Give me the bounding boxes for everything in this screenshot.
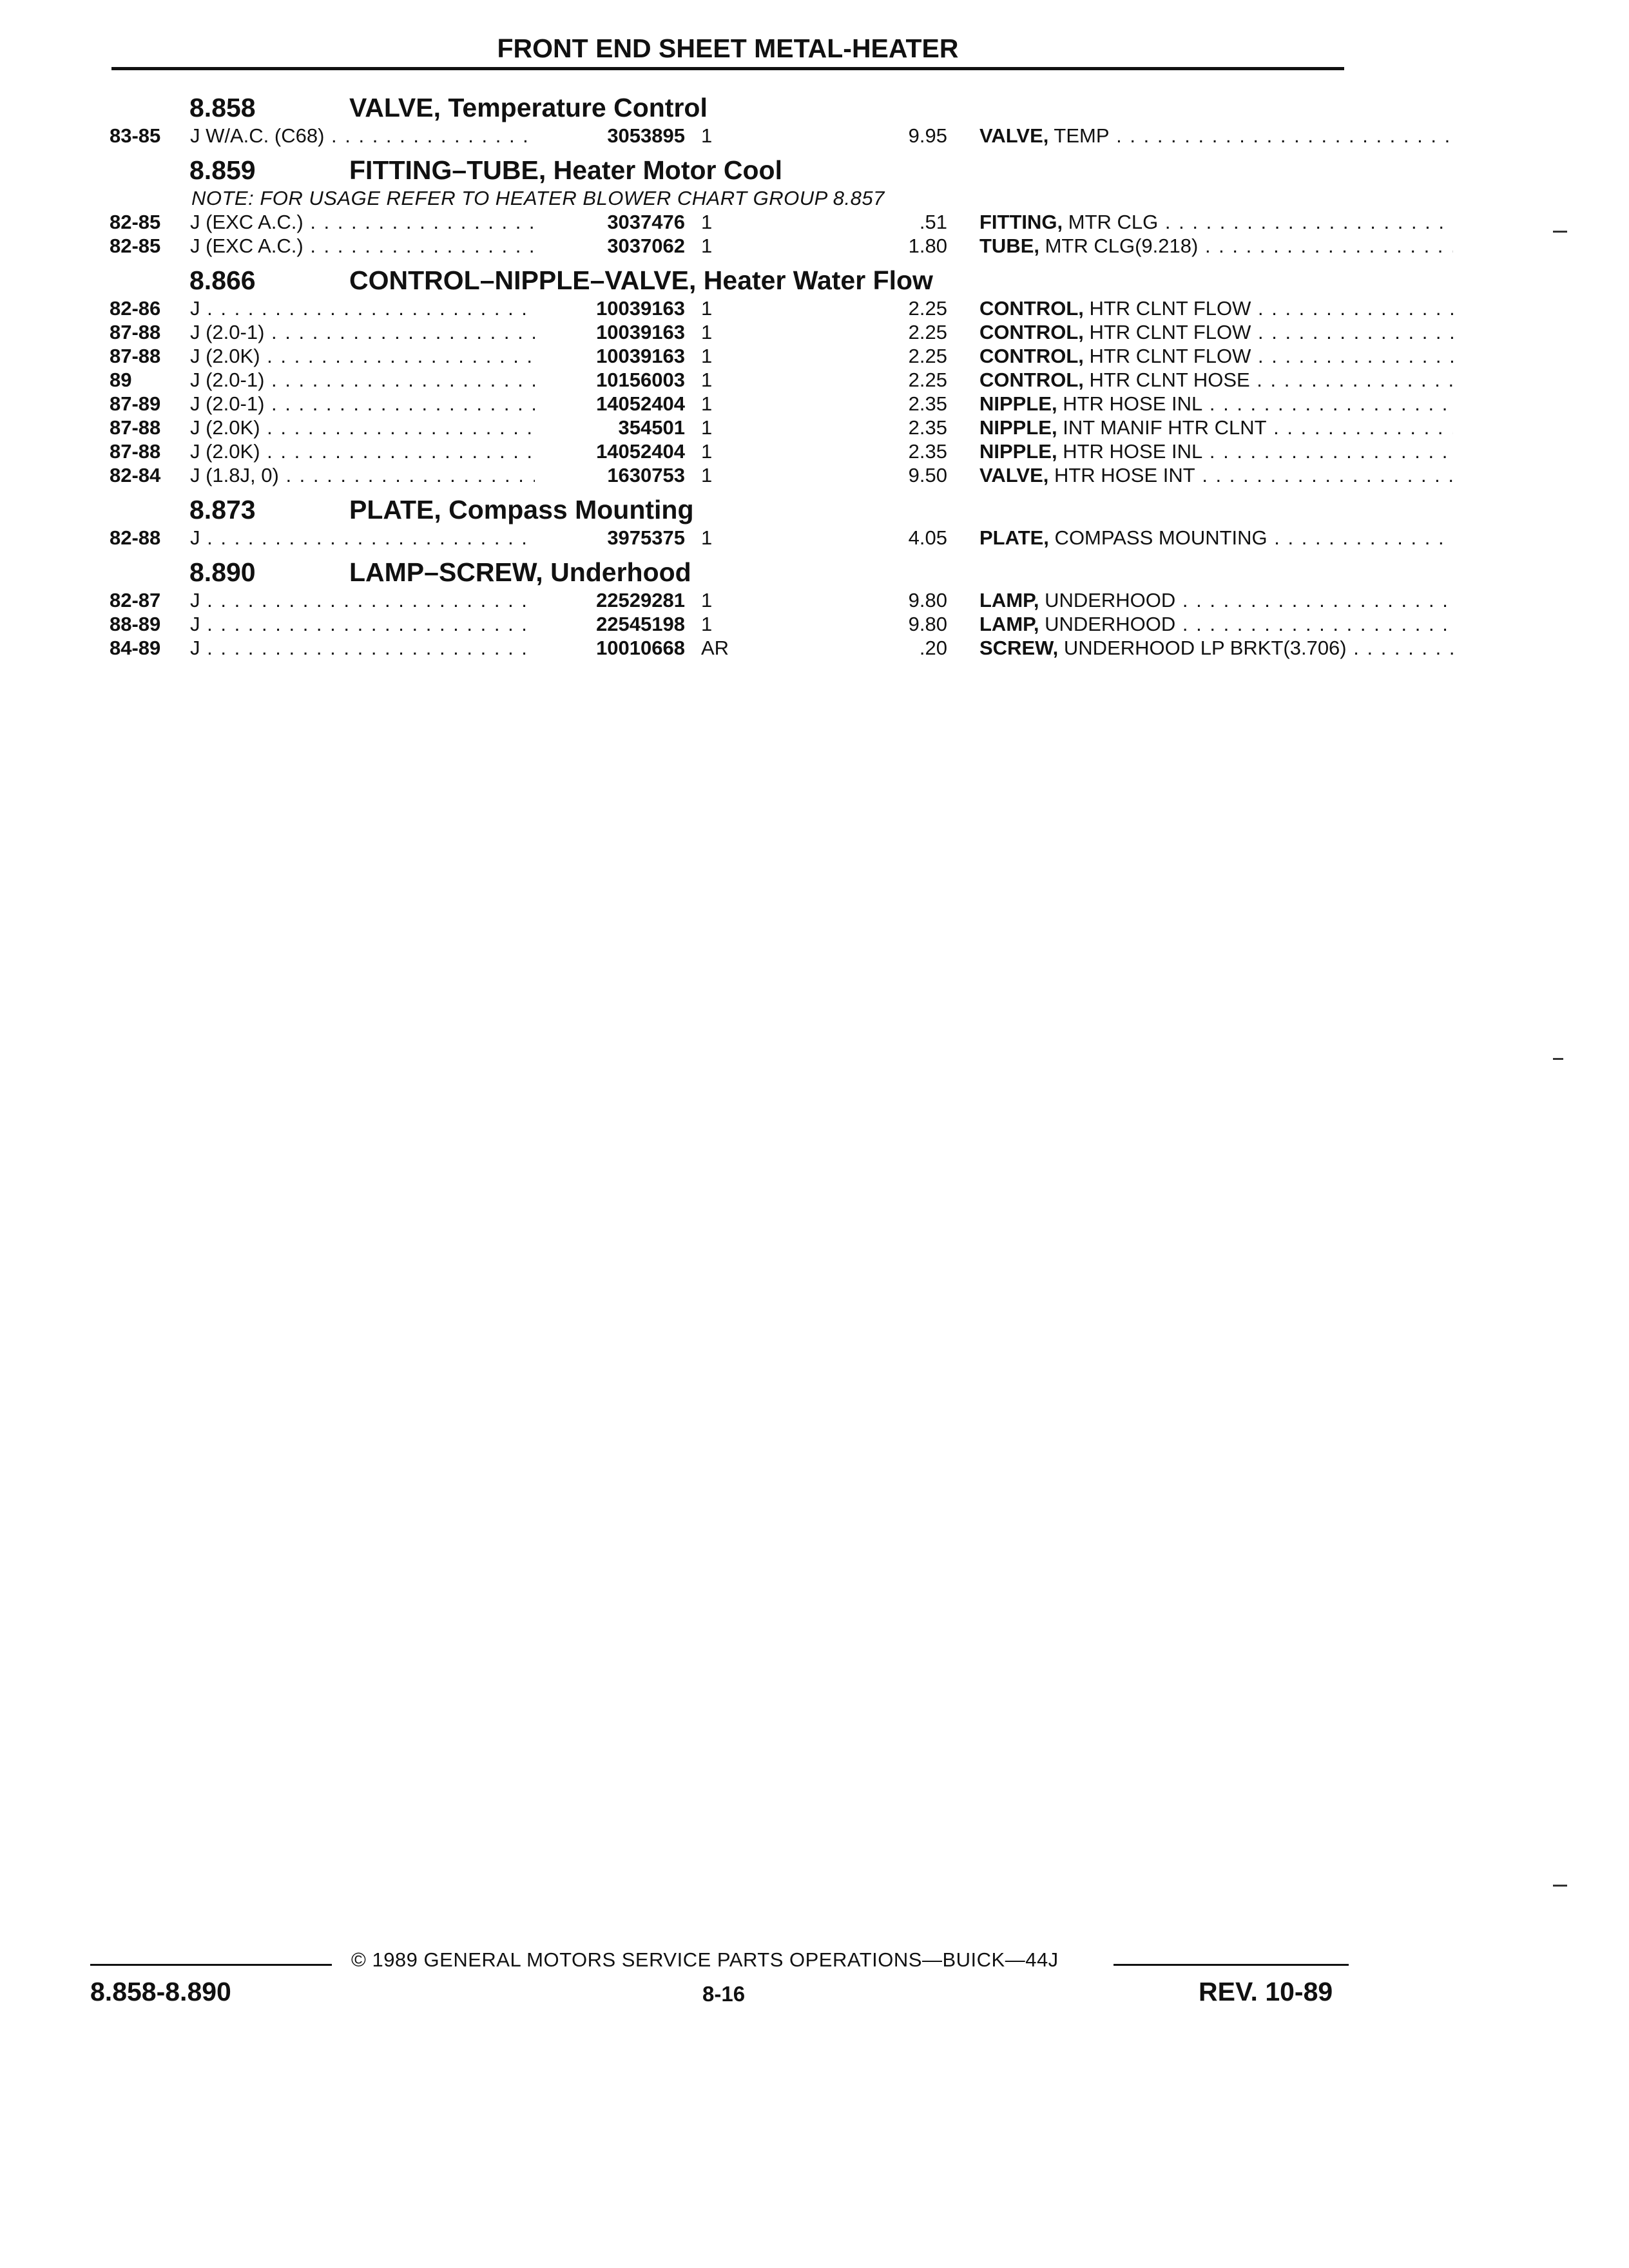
part-row xyxy=(110,612,1347,636)
part-row xyxy=(110,368,1347,392)
model-years: 87-88 xyxy=(110,345,161,367)
part-row xyxy=(110,320,1347,344)
section-header xyxy=(110,555,1347,588)
quantity: 1 xyxy=(701,345,713,367)
model-years: 88-89 xyxy=(110,613,161,635)
usage-code: J . . . xyxy=(190,588,648,612)
description-detail: MTR CLG xyxy=(1063,211,1159,233)
part-number: 10010668 xyxy=(535,636,685,660)
quantity: 1 xyxy=(701,440,713,463)
price: 9.80 xyxy=(908,589,947,611)
description xyxy=(979,439,1453,463)
description-noun: VALVE, xyxy=(979,464,1049,486)
price: 2.25 xyxy=(908,345,947,367)
description-detail: HTR CLNT FLOW xyxy=(1083,345,1251,367)
description-noun: NIPPLE, xyxy=(979,416,1057,439)
footer-revision: REV. 10-89 xyxy=(1199,1977,1333,2006)
part-number: 10156003 xyxy=(535,368,685,392)
part-number: 3975375 xyxy=(535,526,685,550)
parts-section xyxy=(110,263,1347,487)
quantity: 1 xyxy=(701,211,713,233)
part-row xyxy=(110,588,1347,612)
usage-code: J . . . xyxy=(190,526,648,550)
part-number: 3053895 xyxy=(535,124,685,148)
part-number: 10039163 xyxy=(535,344,685,368)
usage-code: J (2.0K) . . . xyxy=(190,416,648,439)
price: 2.35 xyxy=(908,392,947,415)
usage-code: J (2.0-1) . . . xyxy=(190,368,648,392)
section-title: CONTROL–NIPPLE–VALVE, Heater Water Flow xyxy=(349,265,933,295)
part-row xyxy=(110,124,1347,148)
section-title: VALVE, Temperature Control xyxy=(349,93,708,122)
description xyxy=(979,612,1453,636)
description-detail: HTR CLNT FLOW xyxy=(1083,321,1251,343)
description xyxy=(979,210,1453,234)
parts-section xyxy=(110,555,1347,660)
part-row xyxy=(110,636,1347,660)
margin-mark xyxy=(1553,231,1567,233)
description xyxy=(979,368,1453,392)
part-row xyxy=(110,392,1347,416)
footer-copyright: © 1989 GENERAL MOTORS SERVICE PARTS OPERATIONS—BUICK—44J xyxy=(351,1948,1059,1971)
description-detail: UNDERHOOD LP BRKT(3.706) xyxy=(1058,637,1347,659)
quantity: 1 xyxy=(701,321,713,343)
description xyxy=(979,392,1453,416)
price: 2.25 xyxy=(908,297,947,320)
price: 1.80 xyxy=(908,235,947,257)
description xyxy=(979,416,1453,439)
usage-code: J (EXC A.C.) . . . xyxy=(190,210,648,234)
quantity: 1 xyxy=(701,297,713,320)
model-years: 82-87 xyxy=(110,589,161,611)
part-number: 3037062 xyxy=(535,234,685,258)
quantity: 1 xyxy=(701,464,713,486)
description xyxy=(979,234,1453,258)
price: 9.80 xyxy=(908,613,947,635)
model-years: 87-88 xyxy=(110,440,161,463)
quantity: 1 xyxy=(701,392,713,415)
description-detail: UNDERHOOD xyxy=(1039,589,1176,611)
part-number: 354501 xyxy=(535,416,685,439)
description-detail: TEMP xyxy=(1048,124,1110,147)
usage-code: J (1.8J, 0) . . . xyxy=(190,463,648,487)
description xyxy=(979,636,1453,660)
model-years: 83-85 xyxy=(110,124,161,147)
quantity: 1 xyxy=(701,235,713,257)
parts-section xyxy=(110,90,1347,148)
parts-section xyxy=(110,153,1347,258)
description-noun: CONTROL, xyxy=(979,369,1084,391)
footer-rule-left xyxy=(90,1964,332,1966)
footer-rule-right xyxy=(1113,1964,1349,1966)
section-header xyxy=(110,263,1347,296)
part-row xyxy=(110,296,1347,320)
parts-section xyxy=(110,492,1347,550)
description-noun: TUBE, xyxy=(979,235,1039,257)
model-years: 82-88 xyxy=(110,526,161,549)
quantity: 1 xyxy=(701,369,713,391)
part-row xyxy=(110,526,1347,550)
quantity: 1 xyxy=(701,613,713,635)
quantity: 1 xyxy=(701,589,713,611)
quantity: 1 xyxy=(701,416,713,439)
description-noun: NIPPLE, xyxy=(979,392,1057,415)
price: 2.35 xyxy=(908,416,947,439)
model-years: 89 xyxy=(110,369,132,391)
description xyxy=(979,344,1453,368)
description-detail: INT MANIF HTR CLNT xyxy=(1057,416,1267,439)
price: 9.50 xyxy=(908,464,947,486)
part-number: 22545198 xyxy=(535,612,685,636)
model-years: 87-89 xyxy=(110,392,161,415)
footer-group-range: 8.858-8.890 xyxy=(90,1977,231,2006)
part-row xyxy=(110,234,1347,258)
description-noun: PLATE, xyxy=(979,526,1049,549)
model-years: 82-84 xyxy=(110,464,161,486)
part-number: 1630753 xyxy=(535,463,685,487)
model-years: 87-88 xyxy=(110,321,161,343)
price: 9.95 xyxy=(908,124,947,147)
model-years: 87-88 xyxy=(110,416,161,439)
description-detail: HTR CLNT FLOW xyxy=(1083,297,1251,320)
part-row xyxy=(110,210,1347,234)
part-number: 22529281 xyxy=(535,588,685,612)
description-detail: HTR CLNT HOSE xyxy=(1083,369,1250,391)
part-number: 14052404 xyxy=(535,392,685,416)
model-years: 82-85 xyxy=(110,211,161,233)
quantity: 1 xyxy=(701,526,713,549)
quantity: AR xyxy=(701,637,729,659)
section-header xyxy=(110,153,1347,186)
price: .51 xyxy=(919,211,947,233)
section-title: FITTING–TUBE, Heater Motor Cool xyxy=(349,155,782,185)
description-detail: HTR HOSE INT xyxy=(1048,464,1195,486)
section-number: 8.859 xyxy=(189,155,256,185)
description-noun: CONTROL, xyxy=(979,297,1084,320)
margin-mark xyxy=(1553,1885,1567,1887)
usage-code: J W/A.C. (C68) . . . xyxy=(190,124,648,148)
model-years: 82-85 xyxy=(110,235,161,257)
usage-code: J . . . xyxy=(190,612,648,636)
page-title: FRONT END SHEET METAL-HEATER xyxy=(111,35,1344,70)
description-noun: SCREW, xyxy=(979,637,1059,659)
part-row xyxy=(110,439,1347,463)
description xyxy=(979,296,1453,320)
section-header xyxy=(110,90,1347,124)
part-number: 3037476 xyxy=(535,210,685,234)
description-noun: LAMP, xyxy=(979,589,1039,611)
description-detail: COMPASS MOUNTING xyxy=(1048,526,1268,549)
description xyxy=(979,463,1453,487)
usage-code: J (EXC A.C.) . . . xyxy=(190,234,648,258)
description-noun: FITTING, xyxy=(979,211,1063,233)
section-number: 8.858 xyxy=(189,93,256,122)
part-row xyxy=(110,416,1347,439)
price: 2.25 xyxy=(908,369,947,391)
section-title: LAMP–SCREW, Underhood xyxy=(349,557,691,587)
usage-code: J (2.0-1) . . . xyxy=(190,320,648,344)
price: 2.25 xyxy=(908,321,947,343)
description-detail: UNDERHOOD xyxy=(1039,613,1176,635)
part-row xyxy=(110,463,1347,487)
description xyxy=(979,588,1453,612)
description-noun: VALVE, xyxy=(979,124,1049,147)
margin-mark xyxy=(1553,1058,1563,1060)
description-noun: CONTROL, xyxy=(979,345,1084,367)
usage-code: J (2.0K) . . . xyxy=(190,439,648,463)
part-row xyxy=(110,344,1347,368)
usage-code: J . . . xyxy=(190,636,648,660)
description-detail: HTR HOSE INL xyxy=(1057,392,1203,415)
price: .20 xyxy=(919,637,947,659)
parts-list xyxy=(110,90,1347,665)
usage-code: J (2.0-1) . . . xyxy=(190,392,648,416)
description-noun: LAMP, xyxy=(979,613,1039,635)
section-number: 8.890 xyxy=(189,557,256,587)
description xyxy=(979,526,1453,550)
model-years: 84-89 xyxy=(110,637,161,659)
description-noun: CONTROL, xyxy=(979,321,1084,343)
section-number: 8.866 xyxy=(189,265,256,295)
price: 4.05 xyxy=(908,526,947,549)
price: 2.35 xyxy=(908,440,947,463)
description xyxy=(979,320,1453,344)
part-number: 10039163 xyxy=(535,296,685,320)
part-number: 10039163 xyxy=(535,320,685,344)
quantity: 1 xyxy=(701,124,713,147)
usage-code: J . . . xyxy=(190,296,648,320)
usage-code: J (2.0K) . . . xyxy=(190,344,648,368)
description-noun: NIPPLE, xyxy=(979,440,1057,463)
model-years: 82-86 xyxy=(110,297,161,320)
footer-page-number: 8-16 xyxy=(702,1982,746,2006)
part-number: 14052404 xyxy=(535,439,685,463)
description xyxy=(979,124,1453,148)
description-detail: MTR CLG(9.218) xyxy=(1039,235,1199,257)
section-note: NOTE: FOR USAGE REFER TO HEATER BLOWER CHART GROUP 8.857 xyxy=(191,187,885,209)
section-title: PLATE, Compass Mounting xyxy=(349,495,694,524)
section-number: 8.873 xyxy=(189,495,256,524)
description-detail: HTR HOSE INL xyxy=(1057,440,1203,463)
section-header xyxy=(110,492,1347,526)
